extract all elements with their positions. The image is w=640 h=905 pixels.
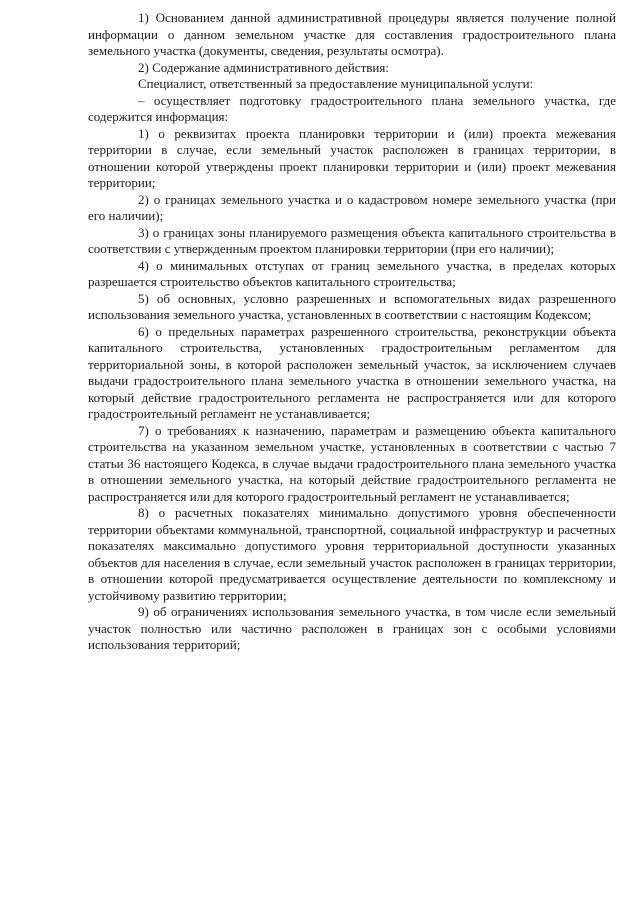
list-item-8: 8) о расчетных показателях минимально допустимого уровня обеспеченности территории объектами коммунальной, транспортной, социальной инфраструктур и расчетных показателях максимально допустимого уровня территориальной доступности указанных объектов для населения в случае, если земельный участок расположен в границах территории, в отношении которой предусматривается осуществление деятельности по комплексному и устойчивому развитию территории; (88, 505, 616, 603)
paragraph-content-heading: 2) Содержание административного действия: (138, 59, 389, 75)
paragraph-preparation: – осуществляет подготовку градостроительного плана земельного участка, где содержится информация: (88, 92, 616, 124)
list-item-1: 1) о реквизитах проекта планировки территории и (или) проекта межевания территории в случае, если земельный участок расположен в границах территории, в отношении которой утверждены проект планировки территории и (или) проект межевания территории; (88, 125, 616, 190)
document-page (88, 10, 616, 654)
list-item-6: 6) о предельных параметрах разрешенного строительства, реконструкции объекта капитального строительства, установленных градостроительным регламентом для территориальной зоны, в которой расположен земельный участок, за исключением случаев выдачи градостроительного плана земельного участка в отношении земельного участка, на который действие градостроительного регламента не распространяется или для которого градостроительный регламент не устанавливается; (88, 323, 616, 421)
list-item-7: 7) о требованиях к назначению, параметрам и размещению объекта капитального строительства на указанном земельном участке, установленных в соответствии с частью 7 статьи 36 настоящего Кодекса, в случае выдачи градостроительного плана земельного участка в отношении земельного участка, на который действие градостроительного регламента не распространяется или для которого градостроительный регламент не устанавливается; (88, 422, 616, 504)
list-item-5: 5) об основных, условно разрешенных и вспомогательных видах разрешенного использования земельного участка, установленных в соответствии с настоящим Кодексом; (88, 290, 616, 322)
list-item-4: 4) о минимальных отступах от границ земельного участка, в пределах которых разрешается строительство объектов капитального строительства; (88, 257, 616, 289)
list-item-9: 9) об ограничениях использования земельного участка, в том числе если земельный участок полностью или частично расположен в границах зон с особыми условиями использования территорий; (88, 604, 616, 652)
paragraph-basis: 1) Основанием данной административной процедуры является получение полной информации о данном земельном участке для составления градостроительного плана земельного участка (документы, сведения, результаты осмотра). (88, 10, 616, 58)
list-item-3: 3) о границах зоны планируемого размещения объекта капитального строительства в соответствии с утвержденным проектом планировки территории (при его наличии); (88, 224, 616, 256)
list-item-2: 2) о границах земельного участка и о кадастровом номере земельного участка (при его наличии); (88, 191, 616, 223)
paragraph-specialist: Специалист, ответственный за предоставление муниципальной услуги: (138, 76, 534, 91)
